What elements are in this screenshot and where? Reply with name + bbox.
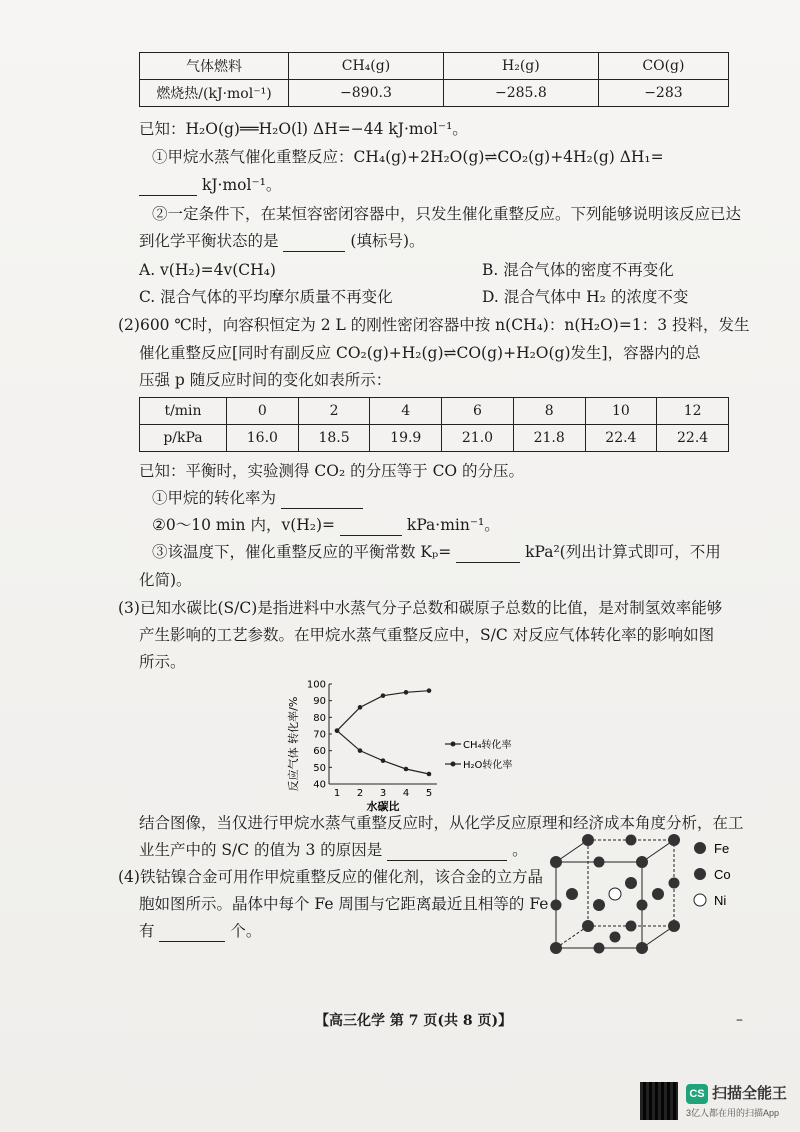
- fe-legend-label: Fe: [714, 841, 730, 856]
- footer-dash: –: [736, 1012, 743, 1028]
- known-partial-pressure: 已知：平衡时，实验测得 CO₂ 的分压等于 CO 的分压。: [139, 462, 525, 480]
- question-4-cont: 胞如图所示。晶体中每个 Fe 周围与它距离最近且相等的 Fe: [139, 895, 549, 913]
- h2o-conversion-line: [337, 731, 429, 774]
- table-cell: 气体燃料: [140, 53, 289, 80]
- table-row: [140, 80, 729, 107]
- table-cell: −890.3: [289, 80, 444, 107]
- legend-ch4: CH₄转化率: [463, 740, 512, 751]
- question-text: ①甲烷的转化率为: [152, 489, 277, 507]
- legend-marker: [451, 762, 456, 767]
- ch4-data-point: [381, 693, 386, 698]
- qr-code-icon: [640, 1082, 678, 1120]
- x-axis-label: 水碳比: [366, 800, 400, 813]
- question-text: 有: [139, 922, 155, 940]
- answer-blank[interactable]: [139, 195, 197, 196]
- answer-blank[interactable]: [456, 562, 520, 563]
- table-cell: −283: [598, 80, 728, 107]
- table-cell: 12: [657, 398, 729, 425]
- answer-blank[interactable]: [281, 508, 363, 509]
- ni-legend-label: Ni: [714, 893, 727, 908]
- question-2-3-cont: 化简)。: [139, 571, 192, 589]
- conversion-rate-chart: [285, 676, 535, 816]
- table-row: [140, 425, 729, 452]
- ch4-data-point: [358, 705, 363, 710]
- answer-blank[interactable]: [387, 860, 507, 861]
- table-cell: p/kPa: [140, 425, 227, 452]
- y-tick-label: 80: [313, 712, 326, 724]
- x-tick-label: 1: [333, 788, 341, 799]
- y-tick-label: 60: [313, 746, 326, 758]
- chart-legend: [445, 738, 512, 771]
- y-tick-label: 70: [313, 729, 326, 741]
- table-row: [140, 53, 729, 80]
- table-cell: CH₄(g): [289, 53, 444, 80]
- question-3-cont1: 产生影响的工艺参数。在甲烷水蒸气重整反应中，S/C 对反应气体转化率的影响如图: [139, 626, 715, 644]
- page-footer: 【高三化学 第 7 页(共 8 页)】: [315, 1013, 513, 1029]
- question-2-cont2: 压强 p 随反应时间的变化如表所示：: [139, 371, 392, 389]
- h2o-data-point: [381, 758, 386, 763]
- table-cell: 4: [370, 398, 442, 425]
- unit-label: kPa·min⁻¹。: [406, 516, 500, 534]
- co-legend-marker: [694, 868, 706, 880]
- combustion-heat-table: [139, 52, 729, 107]
- answer-blank[interactable]: [340, 535, 402, 536]
- brand-name: 扫描全能王: [712, 1085, 788, 1102]
- crystal-unit-cell-diagram: [548, 832, 688, 962]
- answer-blank[interactable]: [159, 941, 225, 942]
- question-text: 个。: [230, 922, 262, 940]
- question-1-1: ①甲烷水蒸气催化重整反应：CH₄(g)+2H₂O(g)⇌CO₂(g)+4H₂(g) ΔH₁=: [152, 148, 664, 166]
- question-text: ②0～10 min 内，v(H₂)=: [152, 516, 336, 534]
- question-text: 。: [512, 841, 528, 859]
- atom-legend: [692, 838, 782, 918]
- table-cell: 10: [585, 398, 657, 425]
- y-axis-label: 反应气体 转化率/%: [287, 696, 300, 792]
- ch4-data-point: [404, 690, 409, 695]
- ni-atom: [609, 888, 621, 900]
- table-cell: −285.8: [443, 80, 598, 107]
- question-3-analysis-cont: [139, 839, 528, 861]
- table-cell: 19.9: [370, 425, 442, 452]
- question-1-2: ②一定条件下，在某恒容密闭容器中，只发生催化重整反应。下列能够说明该反应已达: [152, 205, 742, 223]
- question-2: (2)600 ℃时，向容积恒定为 2 L 的刚性密闭容器中按 n(CH₄)：n(H₂O)=1：3 投料，发生: [118, 316, 750, 334]
- question-text: ③该温度下，催化重整反应的平衡常数 Kₚ=: [152, 543, 452, 561]
- h2o-data-point: [358, 748, 363, 753]
- question-3-cont2: 所示。: [139, 653, 186, 671]
- y-tick-label: 100: [306, 679, 326, 691]
- legend-marker: [451, 742, 456, 747]
- y-tick-label: 50: [313, 762, 326, 774]
- table-cell: t/min: [140, 398, 227, 425]
- ch4-data-point: [427, 688, 432, 693]
- option-d: D. 混合气体中 H₂ 的浓度不变: [482, 288, 689, 306]
- y-tick-label: 40: [313, 779, 326, 791]
- question-3: (3)已知水碳比(S/C)是指进料中水蒸气分子总数和碳原子总数的比值，是对制氢效率能够: [118, 599, 723, 617]
- question-2-1: [152, 487, 363, 509]
- answer-blank[interactable]: [283, 251, 345, 252]
- question-1-1-answer-line: [139, 174, 281, 196]
- h2o-data-point: [404, 767, 409, 772]
- pressure-table: [139, 397, 729, 452]
- ni-legend-marker: [694, 894, 706, 906]
- question-text: 到化学平衡状态的是: [139, 232, 279, 250]
- question-1-2-cont: [139, 230, 425, 252]
- question-3-analysis: 结合图像，当仅进行甲烷水蒸气重整反应时，从化学反应原理和经济成本角度分析，在工: [139, 814, 744, 832]
- brand-tagline: 3亿人都在用的扫描App: [686, 1108, 780, 1118]
- question-4: (4)铁钴镍合金可用作甲烷重整反应的催化剂，该合金的立方晶: [118, 868, 543, 886]
- question-2-2: [152, 514, 500, 536]
- camscanner-logo-icon: CS: [686, 1084, 708, 1104]
- question-text: (填标号)。: [350, 232, 425, 250]
- question-text: 业生产中的 S/C 的值为 3 的原因是: [139, 841, 383, 859]
- table-cell: 21.0: [442, 425, 514, 452]
- table-cell: 6: [442, 398, 514, 425]
- h2o-data-point: [335, 728, 340, 733]
- table-cell: 8: [513, 398, 585, 425]
- table-cell: CO(g): [598, 53, 728, 80]
- question-2-cont1: 催化重整反应[同时有副反应 CO₂(g)+H₂(g)⇌CO(g)+H₂O(g)发生]，容器内的总: [139, 344, 701, 362]
- table-cell: 22.4: [657, 425, 729, 452]
- x-tick-label: 3: [379, 788, 387, 799]
- known-enthalpy: 已知：H₂O(g)══H₂O(l) ΔH=−44 kJ·mol⁻¹。: [139, 120, 468, 138]
- option-a: A. v(H₂)=4v(CH₄): [139, 261, 276, 279]
- x-tick-label: 4: [402, 788, 410, 799]
- table-cell: H₂(g): [443, 53, 598, 80]
- question-text: kPa²(列出计算式即可，不用: [525, 543, 721, 561]
- question-4-answer-line: [139, 920, 261, 942]
- table-cell: 21.8: [513, 425, 585, 452]
- table-cell: 22.4: [585, 425, 657, 452]
- table-cell: 0: [227, 398, 299, 425]
- fe-legend-marker: [694, 842, 706, 854]
- table-row: [140, 398, 729, 425]
- option-c: C. 混合气体的平均摩尔质量不再变化: [139, 288, 393, 306]
- table-cell: 2: [298, 398, 370, 425]
- table-cell: 16.0: [227, 425, 299, 452]
- x-tick-label: 2: [356, 788, 364, 799]
- x-tick-label: 5: [425, 788, 433, 799]
- legend-h2o: H₂O转化率: [463, 760, 513, 771]
- option-b: B. 混合气体的密度不再变化: [482, 261, 674, 279]
- table-cell: 18.5: [298, 425, 370, 452]
- h2o-data-point: [427, 772, 432, 777]
- table-cell: 燃烧热/(kJ·mol⁻¹): [140, 80, 289, 107]
- unit-label: kJ·mol⁻¹。: [201, 176, 282, 194]
- y-tick-label: 90: [313, 696, 326, 708]
- question-2-3: [152, 541, 721, 563]
- co-legend-label: Co: [714, 867, 731, 882]
